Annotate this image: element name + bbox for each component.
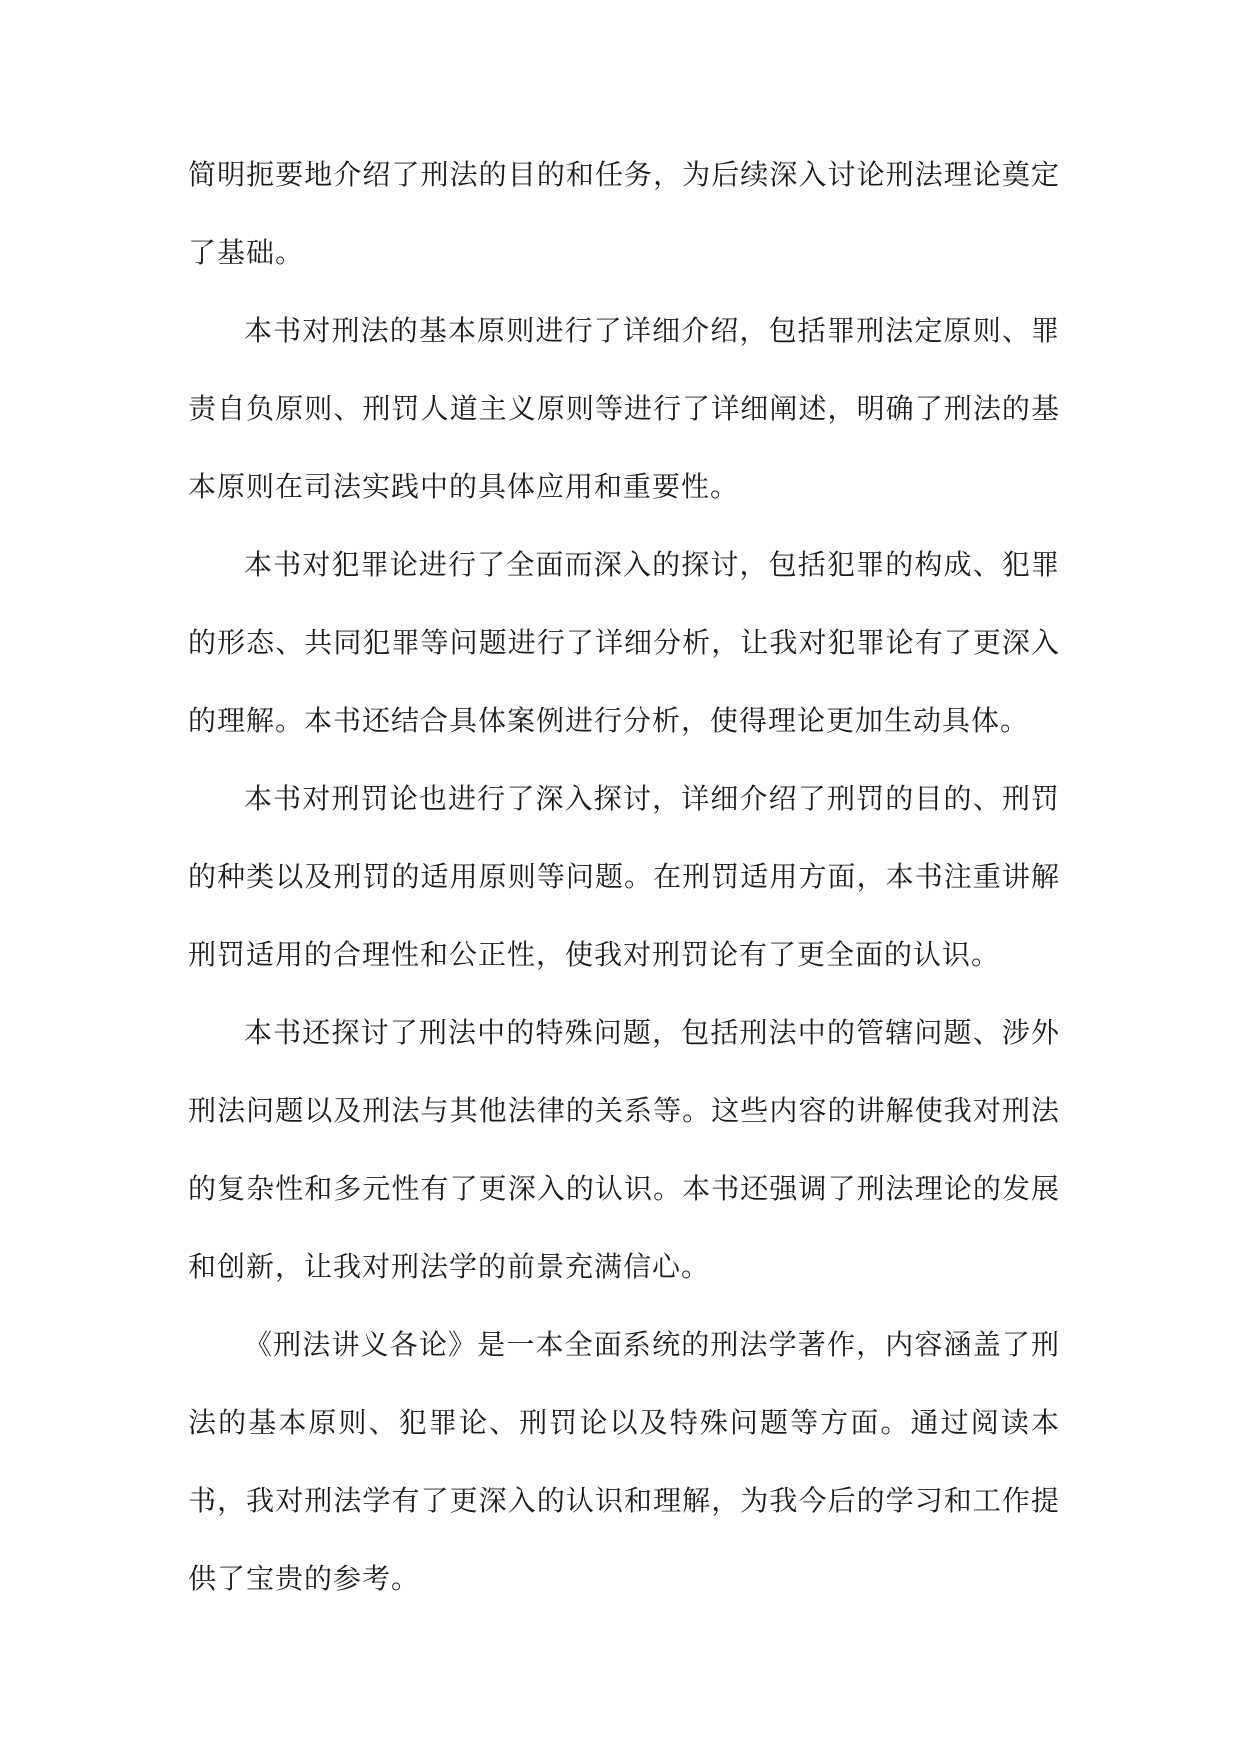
paragraph-6: 《刑法讲义各论》是一本全面系统的刑法学著作，内容涵盖了刑法的基本原则、犯罪论、刑罚论以及特殊问题等方面。通过阅读本书，我对刑法学有了更深入的认识和理解，为我今后的学习和工作提供了宝贵的参考。 (188, 1328, 1060, 1595)
document-body (188, 136, 1060, 1618)
paragraph-5: 本书还探讨了刑法中的特殊问题，包括刑法中的管辖问题、涉外刑法问题以及刑法与其他法律的关系等。这些内容的讲解使我对刑法的复杂性和多元性有了更深入的认识。本书还强调了刑法理论的发展和创新，让我对刑法学的前景充满信心。 (188, 1016, 1060, 1283)
paragraph-2: 本书对刑法的基本原则进行了详细介绍，包括罪刑法定原则、罪责自负原则、刑罚人道主义原则等进行了详细阐述，明确了刑法的基本原则在司法实践中的具体应用和重要性。 (188, 314, 1060, 503)
paragraph-3: 本书对犯罪论进行了全面而深入的探讨，包括犯罪的构成、犯罪的形态、共同犯罪等问题进行了详细分析，让我对犯罪论有了更深入的理解。本书还结合具体案例进行分析，使得理论更加生动具体。 (188, 548, 1060, 737)
paragraph-1: 简明扼要地介绍了刑法的目的和任务，为后续深入讨论刑法理论奠定了基础。 (188, 158, 1060, 269)
paragraph-4: 本书对刑罚论也进行了深入探讨，详细介绍了刑罚的目的、刑罚的种类以及刑罚的适用原则等问题。在刑罚适用方面，本书注重讲解刑罚适用的合理性和公正性，使我对刑罚论有了更全面的认识。 (188, 782, 1060, 971)
